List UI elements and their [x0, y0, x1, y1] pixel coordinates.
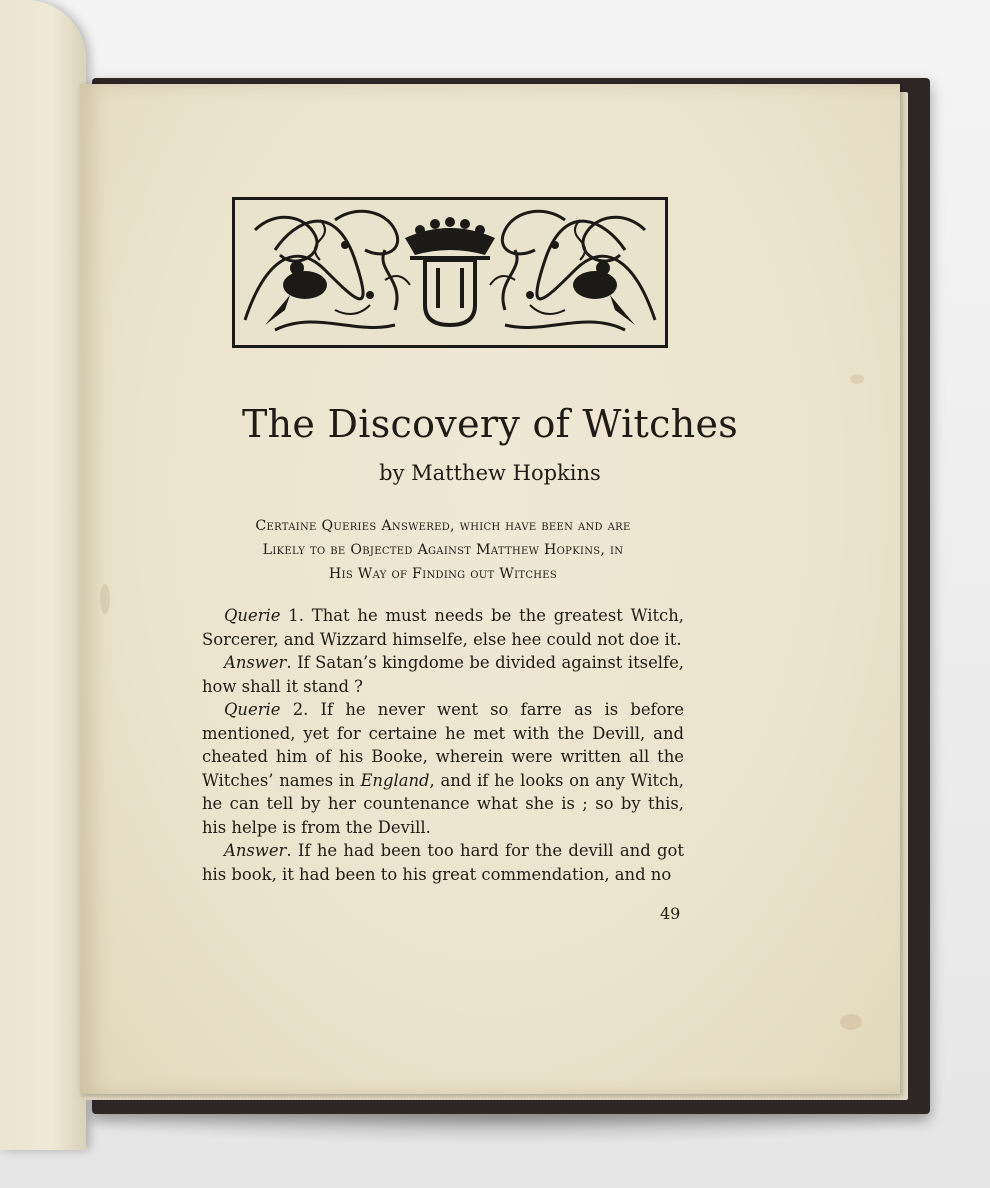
answer-label: Answer — [224, 841, 287, 860]
paper-stain — [850, 374, 864, 384]
paper-stain — [840, 1014, 862, 1030]
section-heading-line: Certaine Queries Answered, which have been and are — [255, 518, 631, 534]
querie-paragraph — [202, 698, 684, 839]
answer-paragraph — [202, 651, 684, 698]
answer-text: . If he had been too hard for the devill and got his book, it had been to his great commendation, and no — [202, 841, 684, 884]
woodcut-ornament — [232, 197, 668, 348]
author-line: by Matthew Hopkins — [379, 461, 601, 485]
book-page — [80, 84, 900, 1094]
body-text — [202, 604, 684, 886]
querie-label: Querie — [224, 606, 281, 625]
querie-paragraph — [202, 604, 684, 651]
ornament-drawing — [235, 200, 665, 345]
querie-text: , and if he looks on any Witch, he can tell by her countenance what she is ; so by this, his helpe is from the Devill. — [202, 770, 685, 837]
left-page — [0, 0, 86, 1150]
answer-label: Answer — [224, 653, 287, 672]
paper-stain — [100, 584, 110, 614]
answer-paragraph — [202, 839, 684, 886]
page-title: The Discovery of Witches — [241, 402, 739, 446]
place-name: England — [360, 770, 430, 790]
section-heading-line: His Way of Finding out Witches — [328, 566, 558, 582]
querie-text: 1. That he must needs be the greatest Witch, Sorcerer, and Wizzard himselfe, else hee could not doe it. — [202, 606, 684, 649]
querie-label: Querie — [224, 700, 281, 719]
answer-text: . If Satan’s kingdome be divided against itselfe, how shall it stand ? — [202, 653, 684, 696]
page-number: 49 — [660, 904, 681, 923]
section-heading — [198, 514, 688, 586]
section-heading-line: Likely to be Objected Against Matthew Hopkins, in — [262, 542, 624, 558]
querie-text: 2. If he never went so farre as is before mentioned, yet for certaine he met with the Devill, and cheated him of his Booke, wherein were written all the Witches’ names in — [202, 700, 684, 790]
